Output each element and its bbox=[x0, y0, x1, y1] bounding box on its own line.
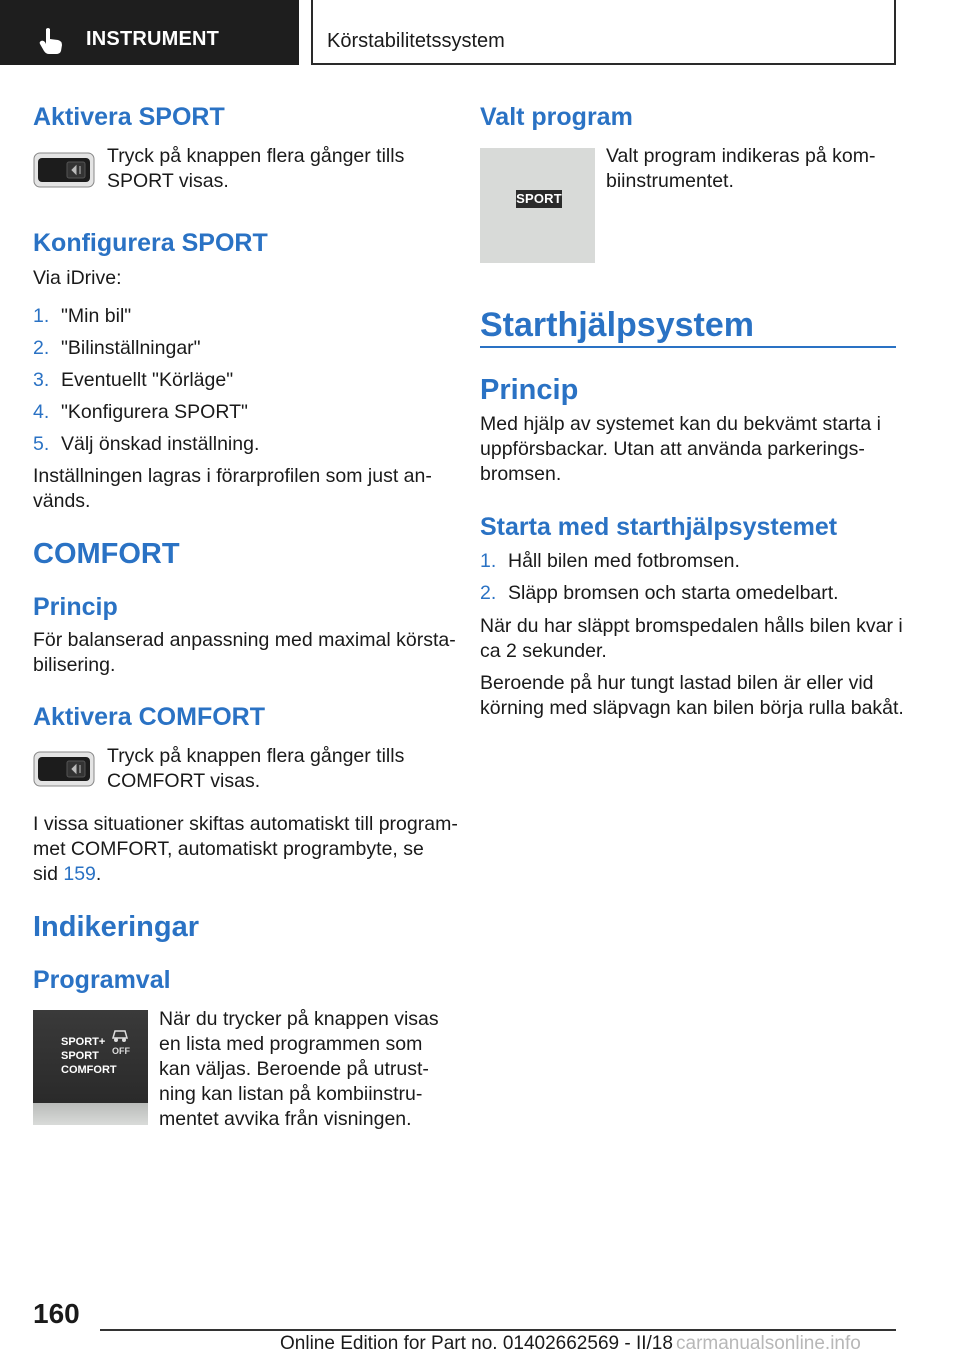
menu-bottom-bar bbox=[33, 1103, 148, 1125]
heading-start-principle: Princip bbox=[480, 374, 579, 406]
selected-program-text-2: biinstrumentet. bbox=[606, 170, 734, 192]
sport-badge: SPORT bbox=[516, 191, 562, 206]
activate-comfort-text-2: COMFORT visas. bbox=[107, 770, 261, 792]
page-number: 160 bbox=[33, 1298, 80, 1329]
start-principle-1: Med hjälp av systemet kan du bekvämt starta i bbox=[480, 413, 882, 435]
comfort-principle-2: bilisering. bbox=[33, 654, 116, 676]
menu-item: COMFORT bbox=[61, 1064, 117, 1076]
program-text-4: ning kan listan på kombiinstru- bbox=[159, 1083, 423, 1105]
heading-start-with-assist: Starta med starthjälpsystemet bbox=[480, 513, 838, 541]
start-principle-3: bromsen. bbox=[480, 463, 562, 485]
activate-comfort-text-1: Tryck på knappen flera gånger tills bbox=[107, 745, 405, 767]
configure-intro: Via iDrive: bbox=[33, 267, 122, 289]
header-title: Körstabilitetssystem bbox=[327, 30, 505, 52]
menu-item: SPORT bbox=[61, 1050, 99, 1062]
footer-edition: Online Edition for Part no. 01402662569 - II/18 bbox=[280, 1333, 673, 1354]
heading-activate-comfort: Aktivera COMFORT bbox=[33, 703, 265, 731]
comfort-note-2: met COMFORT, automatiskt programbyte, se bbox=[33, 838, 424, 860]
comfort-principle-1: För balanserad anpassning med maximal körsta- bbox=[33, 629, 456, 651]
mode-button-icon bbox=[33, 751, 95, 787]
start-note2-1: Beroende på hur tungt lastad bilen är eller vid bbox=[480, 672, 874, 694]
mode-button-icon bbox=[33, 152, 95, 188]
selected-program-text-1: Valt program indikeras på kom- bbox=[606, 145, 876, 167]
heading-selected-program: Valt program bbox=[480, 103, 633, 131]
heading-comfort-principle: Princip bbox=[33, 593, 118, 621]
start-note2-2: körning med släpvagn kan bilen börja rulla bakåt. bbox=[480, 697, 904, 719]
heading-configure-sport: Konfigurera SPORT bbox=[33, 229, 268, 257]
start-principle-2: uppförsbackar. Utan att använda parkerings- bbox=[480, 438, 865, 460]
program-menu-image bbox=[33, 1010, 148, 1125]
footer-divider bbox=[100, 1329, 896, 1331]
comfort-note-1: I vissa situationer skiftas automatiskt till program- bbox=[33, 813, 458, 835]
heading-start-assist: Starthjälpsystem bbox=[480, 306, 754, 344]
program-text-2: en lista med programmen som bbox=[159, 1033, 423, 1055]
header-section-tab bbox=[0, 0, 299, 65]
program-text-5: mentet avvika från visningen. bbox=[159, 1108, 412, 1130]
menu-item: SPORT+ bbox=[61, 1036, 106, 1048]
heading-program-selection: Programval bbox=[33, 966, 171, 994]
heading-activate-sport: Aktivera SPORT bbox=[33, 103, 225, 131]
configure-note-2: vänds. bbox=[33, 490, 91, 512]
activate-sport-text-1: Tryck på knappen flera gånger tills bbox=[107, 145, 405, 167]
start-note1-1: När du har släppt bromspedalen hålls bilen kvar i bbox=[480, 615, 903, 637]
program-text-1: När du trycker på knappen visas bbox=[159, 1008, 439, 1030]
hand-pointer-icon bbox=[38, 27, 64, 55]
comfort-note-3: sid 159. bbox=[33, 863, 102, 885]
traction-off-icon bbox=[109, 1026, 131, 1046]
page-reference-link[interactable]: 159 bbox=[63, 863, 96, 885]
activate-sport-text-2: SPORT visas. bbox=[107, 170, 229, 192]
heading-indicators: Indikeringar bbox=[33, 911, 199, 943]
section-divider bbox=[480, 346, 896, 348]
header-section-label: INSTRUMENT bbox=[86, 28, 220, 50]
header-title-box bbox=[311, 0, 896, 65]
sport-display-image bbox=[480, 148, 595, 263]
watermark: carmanualsonline.info bbox=[676, 1333, 861, 1354]
heading-comfort: COMFORT bbox=[33, 538, 180, 570]
configure-note-1: Inställningen lagras i förarprofilen som just an- bbox=[33, 465, 432, 487]
start-note1-2: ca 2 sekunder. bbox=[480, 640, 607, 662]
traction-off-label: OFF bbox=[112, 1046, 130, 1056]
program-text-3: kan väljas. Beroende på utrust- bbox=[159, 1058, 429, 1080]
